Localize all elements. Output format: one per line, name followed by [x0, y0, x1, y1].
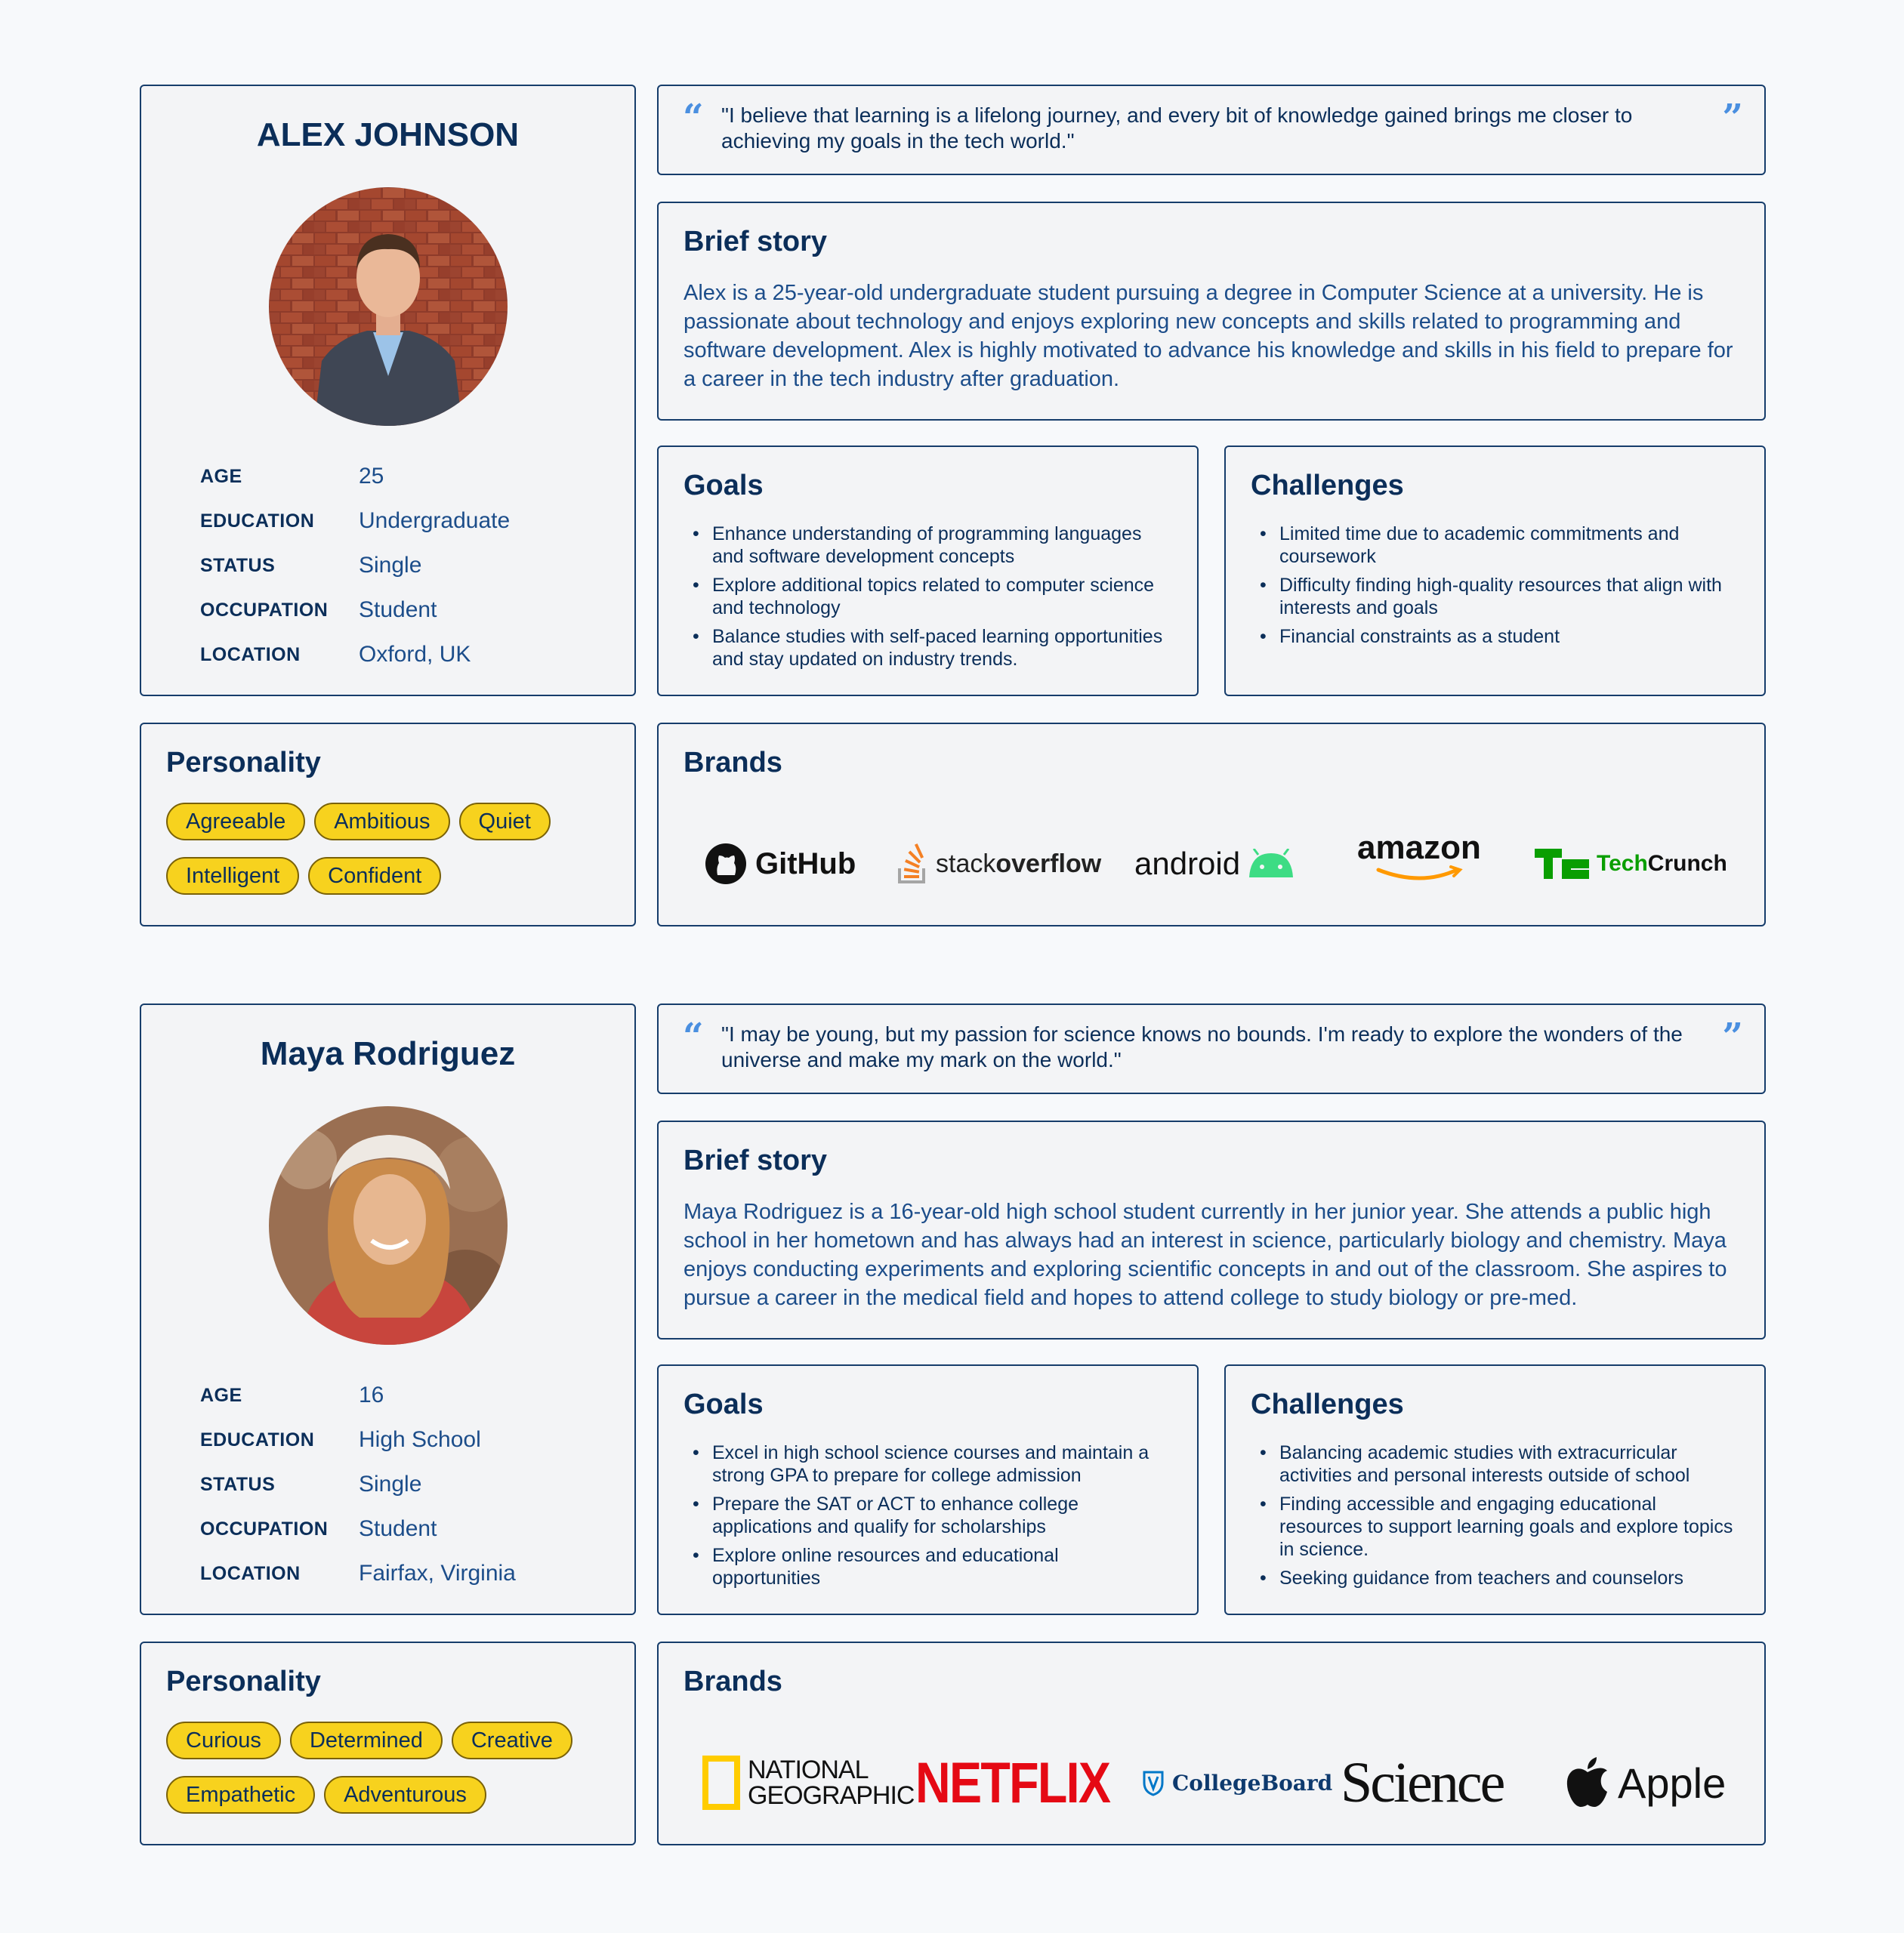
info-label: LOCATION: [200, 644, 301, 665]
section-title: Personality: [166, 747, 321, 778]
list-item: • Difficulty finding high-quality resources that align with interests and goals: [1251, 574, 1734, 619]
personality-tags: [166, 803, 619, 911]
list-item: • Balancing academic studies with extracurricular activities and personal interests outside of school: [1251, 1441, 1734, 1487]
info-value: High School: [359, 1427, 481, 1452]
brand-amazon: [1357, 822, 1493, 890]
list-item: • Finding accessible and engaging educational resources to support learning goals and explore topics in science.: [1251, 1493, 1734, 1561]
brand-name-part: Crunch: [1647, 851, 1727, 876]
avatar: [269, 187, 508, 426]
collegeboard-shield-icon: [1142, 1769, 1165, 1796]
personality-tag: Creative: [452, 1722, 572, 1759]
brand-name: android: [1134, 846, 1241, 881]
profile-card: [140, 1003, 636, 1615]
open-quote-icon: “: [683, 97, 704, 139]
brand-stackoverflow: [896, 830, 1101, 898]
info-label: EDUCATION: [200, 510, 315, 532]
close-quote-icon: ”: [1722, 97, 1743, 139]
brand-name: Apple: [1618, 1759, 1727, 1807]
personality-tag: Confident: [308, 857, 441, 895]
avatar-photo-alex: [269, 187, 508, 426]
info-label: OCCUPATION: [200, 600, 329, 621]
persona-name: ALEX JOHNSON: [256, 116, 520, 153]
story-text: Alex is a 25-year-old undergraduate student pursuing a degree in Computer Science at a university. He is passionate about technology and enjoys exploring new concepts and skills related to programming and software development. Alex is highly motivated to advance his knowledge and skills in his field to prepare for a career in the tech industry after graduation.: [684, 281, 1733, 391]
brand-name: NETFLIX: [915, 1750, 1110, 1815]
info-label: OCCUPATION: [200, 1518, 329, 1540]
personality-tag: Empathetic: [166, 1776, 315, 1814]
personality-card: [140, 723, 636, 926]
info-label: LOCATION: [200, 1563, 301, 1584]
persona-maya: [0, 919, 1904, 1840]
brands-card: [657, 723, 1766, 926]
brand-national-geographic: [702, 1749, 914, 1817]
persona-name: Maya Rodriguez: [260, 1035, 516, 1072]
info-label: EDUCATION: [200, 1429, 315, 1451]
goals-list: [684, 523, 1167, 677]
amazon-smile-icon: [1375, 865, 1466, 883]
section-title: Brands: [684, 1666, 782, 1697]
amazon-wordmark: [1357, 826, 1493, 886]
stackoverflow-icon: [896, 843, 928, 885]
techcrunch-wordmark: [1597, 851, 1727, 877]
brand-name-part: stack: [936, 849, 996, 878]
section-title: Challenges: [1251, 1389, 1404, 1420]
goals-card: [657, 1364, 1199, 1615]
info-label: STATUS: [200, 555, 276, 576]
list-item: • Seeking guidance from teachers and counselors: [1251, 1567, 1734, 1589]
goals-list: [684, 1441, 1167, 1595]
info-value: Oxford, UK: [359, 642, 471, 667]
stackoverflow-wordmark: [936, 849, 1101, 879]
personality-tag: Agreeable: [166, 803, 305, 840]
list-item: • Explore additional topics related to computer science and technology: [684, 574, 1167, 619]
avatar: [269, 1106, 508, 1345]
info-label: AGE: [200, 1385, 242, 1406]
challenges-list: [1251, 523, 1734, 654]
brand-name: Science: [1341, 1750, 1504, 1814]
challenges-list: [1251, 1441, 1734, 1595]
national-geographic-icon: [702, 1756, 740, 1810]
brand-name-part: overflow: [995, 849, 1102, 878]
section-title: Personality: [166, 1666, 321, 1697]
personality-tags: [166, 1722, 619, 1830]
personality-tag: Ambitious: [314, 803, 449, 840]
info-value: Undergraduate: [359, 508, 511, 533]
techcrunch-icon: [1535, 849, 1589, 879]
brand-github: [704, 830, 856, 898]
github-icon: [704, 842, 748, 886]
story-card: [657, 202, 1766, 421]
close-quote-icon: ”: [1722, 1016, 1743, 1058]
brand-android: [1134, 830, 1295, 898]
info-value: Student: [359, 1516, 437, 1541]
personality-tag: Curious: [166, 1722, 281, 1759]
quote-text: "I believe that learning is a lifelong journey, and every bit of knowledge gained brings me closer to achieving my goals in the tech world.": [721, 103, 1633, 153]
profile-card: [140, 85, 636, 696]
brand-science: [1341, 1749, 1503, 1817]
story-card: [657, 1121, 1766, 1340]
avatar-photo-maya: [269, 1106, 508, 1345]
challenges-card: [1224, 445, 1766, 696]
quote-card: [657, 1003, 1766, 1094]
brand-name-part: GEOGRAPHIC: [748, 1781, 915, 1810]
personality-card: [140, 1642, 636, 1845]
goals-card: [657, 445, 1199, 696]
list-item: • Balance studies with self-paced learning opportunities and stay updated on industry trends.: [684, 625, 1167, 671]
info-value: Single: [359, 553, 422, 578]
quote-text: "I may be young, but my passion for science knows no bounds. I'm ready to explore the wonders of the universe and make my mark on the world.": [721, 1022, 1683, 1071]
section-title: Goals: [684, 470, 764, 501]
brand-netflix: [915, 1749, 1144, 1817]
open-quote-icon: “: [683, 1016, 704, 1058]
brand-name-part: Tech: [1597, 851, 1648, 876]
info-value: Student: [359, 597, 437, 622]
list-item: • Explore online resources and educational opportunities: [684, 1544, 1167, 1589]
personality-tag: Adventurous: [324, 1776, 486, 1814]
list-item: • Financial constraints as a student: [1251, 625, 1734, 648]
list-item: • Prepare the SAT or ACT to enhance college applications and qualify for scholarships: [684, 1493, 1167, 1538]
persona-alex: [0, 0, 1904, 921]
list-item: • Limited time due to academic commitments and coursework: [1251, 523, 1734, 568]
list-item: • Excel in high school science courses and maintain a strong GPA to prepare for college admission: [684, 1441, 1167, 1487]
brand-name: GitHub: [755, 846, 856, 880]
story-text: Maya Rodriguez is a 16-year-old high school student currently in her junior year. She attends a public high school in her hometown and has always had an interest in science, particularly biology and chemistry. Maya enjoys conducting experiments and exploring scientific concepts in and out of the classroom. She aspires to pursue a career in the medical field and hopes to attend college to study biology or pre-med.: [684, 1200, 1727, 1310]
section-title: Brands: [684, 747, 782, 778]
brands-card: [657, 1642, 1766, 1845]
quote-card: [657, 85, 1766, 175]
personality-tag: Intelligent: [166, 857, 299, 895]
info-value: Single: [359, 1472, 422, 1497]
section-title: Challenges: [1251, 470, 1404, 501]
brand-name: amazon: [1357, 829, 1481, 866]
info-value: Fairfax, Virginia: [359, 1561, 516, 1586]
info-value: 16: [359, 1383, 384, 1407]
brand-name-part: NATIONAL: [748, 1756, 869, 1784]
info-label: STATUS: [200, 1474, 276, 1495]
apple-icon: [1565, 1756, 1610, 1810]
section-title: Brief story: [684, 226, 828, 257]
brand-name: CollegeBoard: [1172, 1770, 1333, 1796]
section-title: Brief story: [684, 1145, 828, 1176]
info-label: AGE: [200, 466, 242, 487]
challenges-card: [1224, 1364, 1766, 1615]
section-title: Goals: [684, 1389, 764, 1420]
personality-tag: Determined: [290, 1722, 443, 1759]
natgeo-wordmark: [748, 1757, 914, 1808]
info-value: 25: [359, 464, 384, 489]
brand-collegeboard: [1142, 1749, 1332, 1817]
brand-techcrunch: [1535, 830, 1727, 898]
brand-apple: [1565, 1749, 1726, 1817]
android-icon: [1248, 849, 1295, 879]
list-item: • Enhance understanding of programming languages and software development concepts: [684, 523, 1167, 568]
personality-tag: Quiet: [459, 803, 551, 840]
